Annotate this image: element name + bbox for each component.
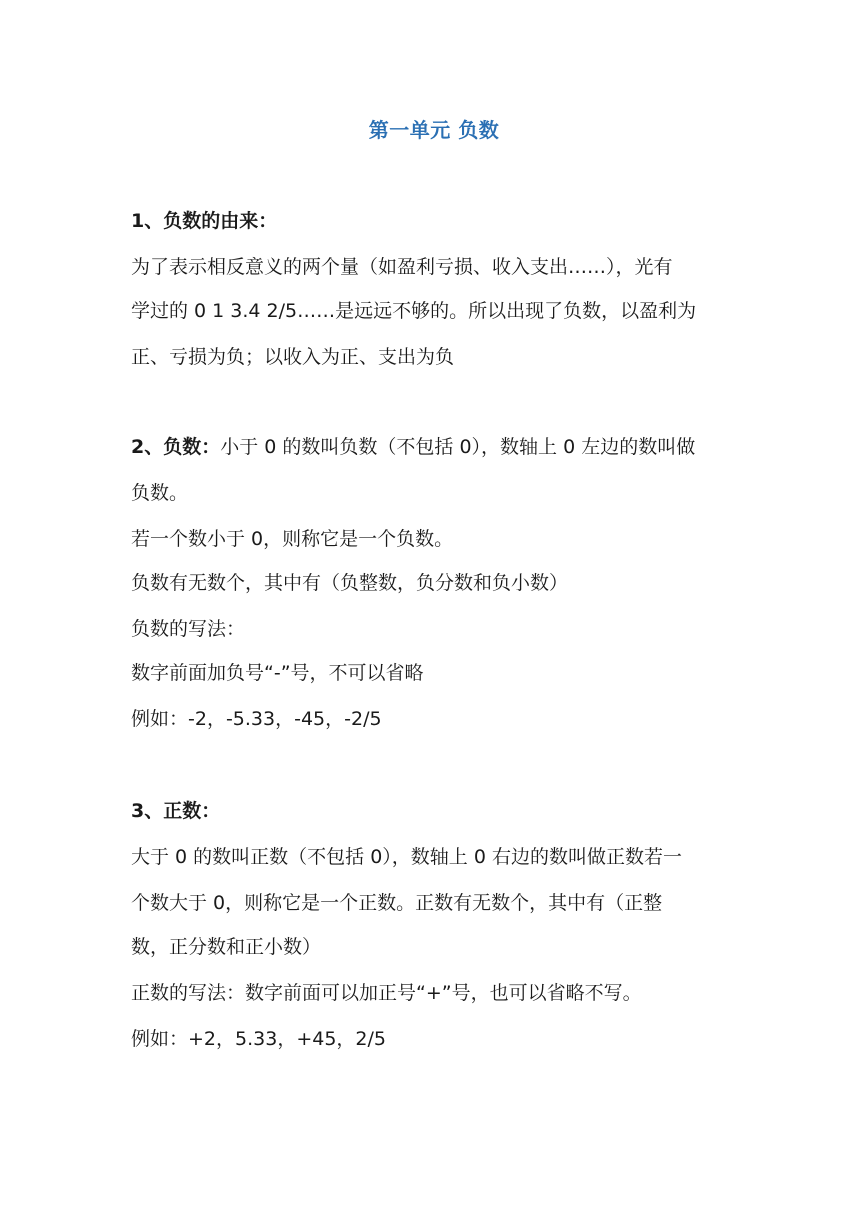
section-2-first-line xyxy=(131,434,751,460)
section-2-line-1: 负数。 xyxy=(131,482,189,504)
section-2-line-5: 数字前面加负号“-”号，不可以省略 xyxy=(131,662,424,684)
section-2-heading: 2、负数： xyxy=(131,436,221,458)
page-title: 第一单元 负数 xyxy=(368,118,500,142)
section-1-heading: 1、负数的由来： xyxy=(131,210,278,232)
section-2-line-4: 负数的写法： xyxy=(131,618,246,640)
section-2-line-3: 负数有无数个，其中有（负整数，负分数和负小数） xyxy=(131,572,569,594)
section-3-line-2: 个数大于 0，则称它是一个正数。正数有无数个，其中有（正整 xyxy=(131,892,663,914)
section-2-first-line-text: 小于 0 的数叫负数（不包括 0），数轴上 0 左边的数叫做 xyxy=(220,436,696,458)
section-3-line-4: 正数的写法：数字前面可以加正号“+”号，也可以省略不写。 xyxy=(131,982,642,1004)
section-3-line-3: 数，正分数和正小数） xyxy=(131,936,322,958)
section-2-line-2: 若一个数小于 0，则称它是一个负数。 xyxy=(131,528,454,550)
section-1-line-1: 为了表示相反意义的两个量（如盈利亏损、收入支出……），光有 xyxy=(131,256,673,278)
section-3-line-1: 大于 0 的数叫正数（不包括 0），数轴上 0 右边的数叫做正数若一 xyxy=(131,846,682,868)
section-3-line-5: 例如：+2，5.33，+45，2/5 xyxy=(131,1028,386,1050)
section-1-line-3: 正、亏损为负；以收入为正、支出为负 xyxy=(131,346,455,368)
section-2-line-6: 例如：-2，-5.33，-45，-2/5 xyxy=(131,708,382,730)
section-3-heading: 3、正数： xyxy=(131,800,221,822)
section-1-line-2: 学过的 0 1 3.4 2/5……是远远不够的。所以出现了负数，以盈利为 xyxy=(131,300,697,322)
